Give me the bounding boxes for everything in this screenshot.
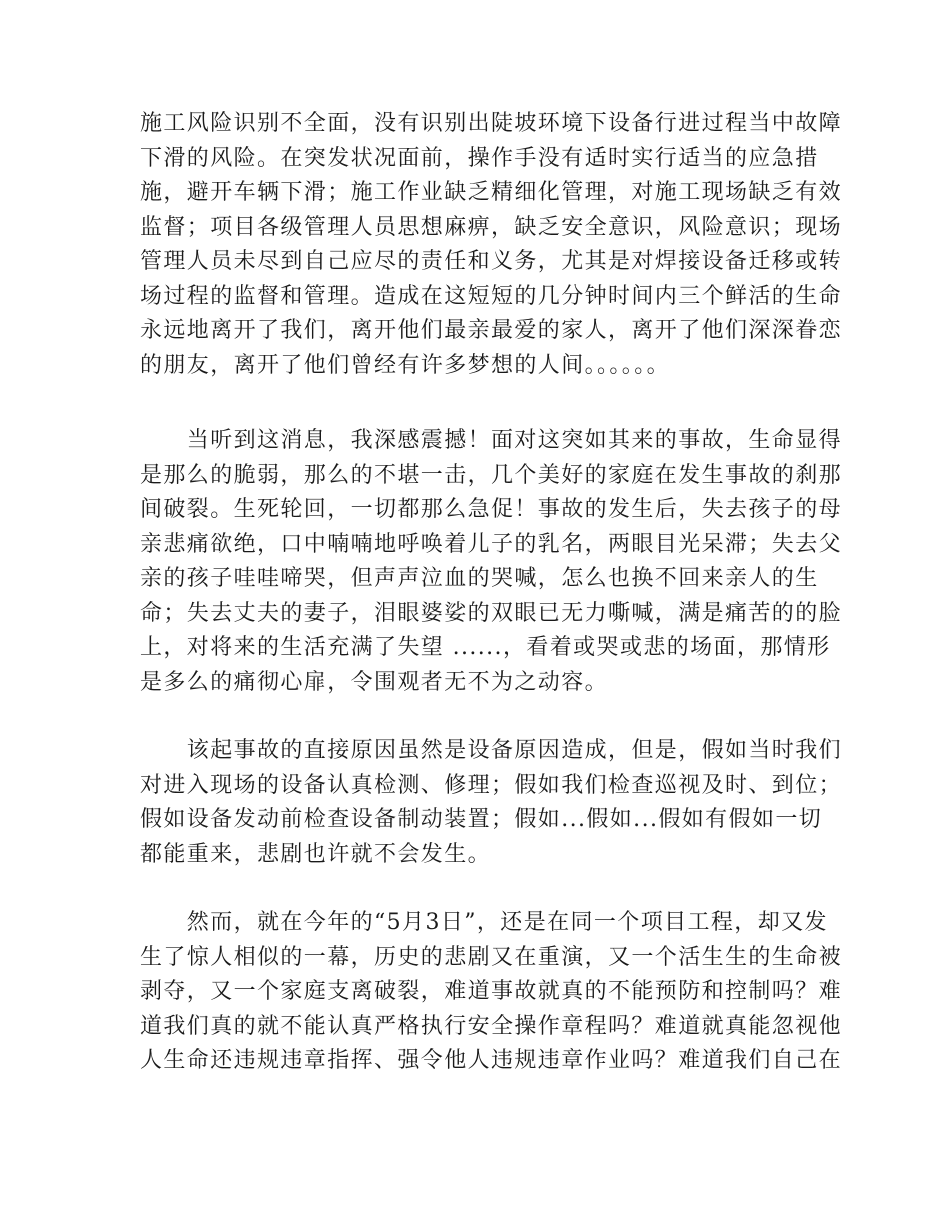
text-line: 永远地离开了我们，离开他们最亲最爱的家人，离开了他们深深眷恋	[140, 318, 843, 343]
text-line: 下滑的风险。在突发状况面前，操作手没有适时实行适当的应急措	[140, 145, 819, 171]
text-line: 施工风险识别不全面，没有识别出陡坡环境下设备行进过程当中故障	[140, 111, 843, 136]
text-line: 假如设备发动前检查设备制动装置；假如...假如...假如有假如一切	[140, 807, 823, 832]
text-line: 监督；项目各级管理人员思想麻痹，缺乏安全意识，风险意识；现场	[140, 214, 843, 240]
paragraph-accident-causes	[140, 107, 843, 383]
text-line: 生了惊人相似的一幕，历史的悲剧又在重演，又一个活生生的生命被	[140, 944, 843, 970]
paragraph-reaction	[140, 424, 843, 700]
text-line: 场过程的监督和管理。造成在这短短的几分钟时间内三个鲜活的生命	[140, 283, 843, 309]
text-line: 命；失去丈夫的妻子，泪眼婆娑的双眼已无力嘶喊，满是痛苦的的脸	[140, 600, 843, 626]
paragraph-direct-cause	[140, 734, 843, 872]
text-line: 亲的孩子哇哇啼哭，但声声泣血的哭喊，怎么也换不回来亲人的生	[140, 566, 819, 591]
text-line: 是那么的脆弱，那么的不堪一击，几个美好的家庭在发生事故的刹那	[140, 462, 843, 488]
text-line: 都能重来，悲剧也许就不会发生。	[140, 841, 492, 867]
text-line: 施，避开车辆下滑；施工作业缺乏精细化管理，对施工现场缺乏有效	[140, 180, 843, 205]
paragraph-repeat-accident	[140, 906, 843, 1079]
text-line: 剥夺，又一个家庭支离破裂，难道事故就真的不能预防和控制吗？难	[140, 979, 843, 1004]
text-line: 间破裂。生死轮回，一切都那么急促！事故的发生后，失去孩子的母	[140, 497, 843, 522]
text-line: 该起事故的直接原因虽然是设备原因造成，但是，假如当时我们	[140, 738, 843, 763]
text-line: 对进入现场的设备认真检测、修理；假如我们检查巡视及时、到位；	[140, 772, 843, 798]
text-line: 然而，就在今年的“5月3日”，还是在同一个项目工程，却又发	[140, 910, 828, 935]
text-line: 管理人员未尽到自己应尽的责任和义务，尤其是对焊接设备迁移或转	[140, 249, 843, 274]
text-line: 道我们真的就不能认真严格执行安全操作章程吗？难道就真能忽视他	[140, 1013, 843, 1039]
text-line: 亲悲痛欲绝，口中喃喃地呼唤着儿子的乳名，两眼目光呆滞；失去父	[140, 531, 843, 557]
text-line: 上，对将来的生活充满了失望 ......，看着或哭或悲的场面，那情形	[140, 635, 831, 660]
text-line: 当听到这消息，我深感震撼！面对这突如其来的事故，生命显得	[140, 428, 843, 453]
text-line: 人生命还违规违章指挥、强令他人违规违章作业吗？难道我们自己在	[140, 1048, 843, 1073]
text-line: 是多么的痛彻心扉，令围观者无不为之动容。	[140, 669, 609, 695]
text-line: 的朋友，离开了他们曾经有许多梦想的人间。。。。。。	[140, 352, 671, 378]
